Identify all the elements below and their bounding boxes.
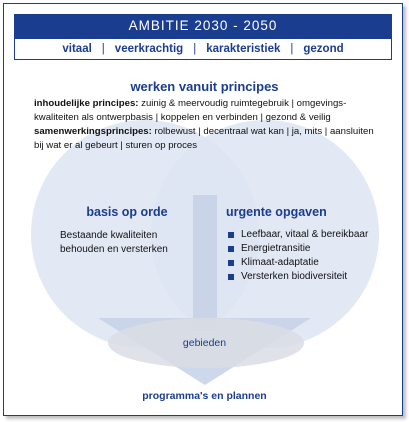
right-circle-title: urgente opgaven	[226, 205, 327, 219]
cooperation-principles-text: rolbewust | decentraal wat kan | ja, mits | aansluiten bij wat er al gebeurt | sturen op proces	[34, 126, 374, 151]
left-circle-text-line: Bestaande kwaliteiten	[60, 230, 158, 241]
pillars-row	[14, 38, 392, 60]
principles-title: werken vanuit principes	[130, 79, 279, 94]
urgent-tasks-list	[228, 228, 368, 284]
ambition-title: AMBITIE 2030 - 2050	[14, 14, 392, 38]
content-principles-label: inhoudelijke principes:	[34, 98, 139, 109]
pillar-separator: |	[290, 43, 294, 55]
square-bullet-icon	[228, 232, 234, 238]
list-item-label: Versterken biodiversiteit	[241, 271, 348, 282]
pillar-veerkrachtig: veerkrachtig	[114, 43, 184, 55]
areas-label: gebieden	[182, 337, 227, 349]
square-bullet-icon	[228, 260, 234, 266]
left-circle-text	[60, 229, 168, 257]
list-item	[228, 256, 368, 270]
left-circle-title: basis op orde	[86, 205, 168, 219]
pillar-separator: |	[193, 43, 197, 55]
pillar-gezond: gezond	[303, 43, 344, 55]
list-item	[228, 228, 368, 242]
pillar-karakteristiek: karakteristiek	[206, 43, 281, 55]
programs-label: programma's en plannen	[142, 390, 267, 402]
square-bullet-icon	[228, 274, 234, 280]
list-item-label: Leefbaar, vitaal & bereikbaar	[241, 229, 369, 240]
list-item	[228, 270, 368, 284]
pillar-separator: |	[101, 43, 105, 55]
list-item-label: Energietransitie	[241, 243, 311, 254]
square-bullet-icon	[228, 246, 234, 252]
content-principles-text: zuinig & meervoudig ruimtegebruik | omgevings- kwaliteiten als ontwerpbasis | koppelen en verbinden | gezond & veilig	[34, 98, 347, 123]
list-item-label: Klimaat-adaptatie	[241, 257, 319, 268]
cooperation-principles-label: samenwerkingsprincipes:	[34, 126, 152, 137]
principles-text	[34, 97, 379, 153]
list-item	[228, 242, 368, 256]
left-circle-text-line: behouden en versterken	[60, 244, 168, 255]
arrow-shaft	[193, 195, 217, 330]
pillar-vitaal: vitaal	[62, 43, 92, 55]
